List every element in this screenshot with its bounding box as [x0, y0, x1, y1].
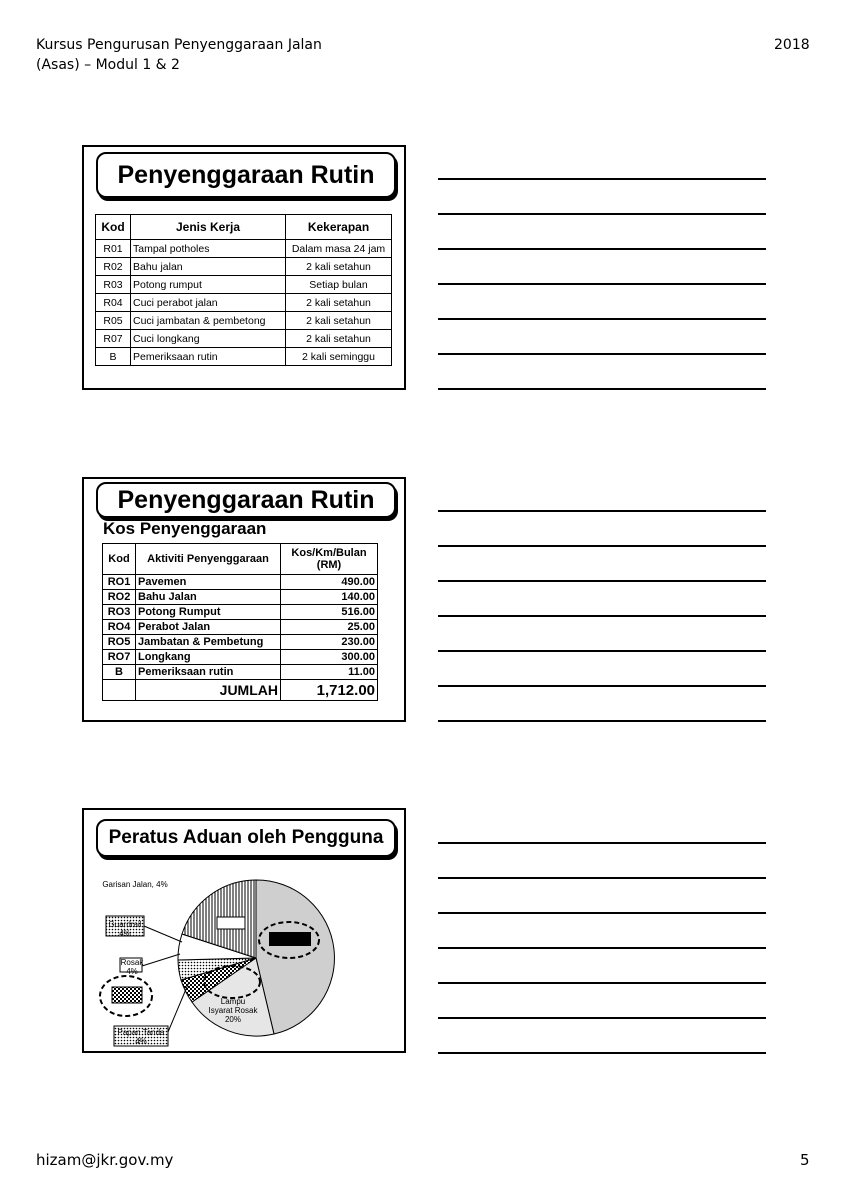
- course-title-line2: (Asas) – Modul 1 & 2: [36, 57, 180, 73]
- slide-routine-maintenance: [82, 145, 406, 390]
- total-label: JUMLAH: [136, 680, 281, 701]
- cell: RO3: [103, 605, 136, 620]
- cell: R05: [96, 312, 131, 330]
- label-papan-tanda: Papan Tanda 4%: [117, 1028, 165, 1046]
- slice-label-box: [217, 917, 245, 929]
- label-guardrail: Guardrail 4%: [108, 920, 142, 938]
- leader-line: [142, 954, 180, 966]
- table-row: [96, 312, 392, 330]
- total-value: 1,712.00: [281, 680, 378, 701]
- table-row: [96, 294, 392, 312]
- course-title-line1: Kursus Pengurusan Penyenggaraan Jalan: [36, 37, 322, 53]
- leader-line: [168, 982, 189, 1032]
- cell: 2 kali setahun: [286, 312, 392, 330]
- cell: Setiap bulan: [286, 276, 392, 294]
- cell: 11.00: [281, 665, 378, 680]
- work-frequency-table: [95, 214, 392, 366]
- cell: Potong Rumput: [136, 605, 281, 620]
- table-row: [103, 590, 378, 605]
- cell: 2 kali setahun: [286, 330, 392, 348]
- footer-email: hizam@jkr.gov.my: [36, 1151, 174, 1169]
- cell: 516.00: [281, 605, 378, 620]
- table-row: [96, 258, 392, 276]
- col-header: Kod: [103, 544, 136, 575]
- cell: Longkang: [136, 650, 281, 665]
- legend-swatch: [112, 987, 142, 1003]
- cell: R07: [96, 330, 131, 348]
- label-garisan-jalan: Garisan Jalan, 4%: [102, 880, 168, 889]
- table-row: [103, 605, 378, 620]
- cell: B: [96, 348, 131, 366]
- slide-title: Peratus Aduan oleh Pengguna: [96, 819, 396, 857]
- label-rosak: Rosak 4%: [120, 958, 144, 976]
- label-lampu-isyarat: Lampu Isyarat Rosak 20%: [208, 997, 258, 1024]
- cell: RO2: [103, 590, 136, 605]
- cell: Potong rumput: [131, 276, 286, 294]
- cell: Pemeriksaan rutin: [131, 348, 286, 366]
- cell: Cuci perabot jalan: [131, 294, 286, 312]
- cell: R04: [96, 294, 131, 312]
- table-row: [96, 330, 392, 348]
- col-header: Jenis Kerja: [131, 215, 286, 240]
- total-row: [103, 680, 378, 701]
- header-year: 2018: [774, 37, 810, 53]
- table-row: [103, 635, 378, 650]
- table-row: [96, 348, 392, 366]
- col-header: Aktiviti Penyenggaraan: [136, 544, 281, 575]
- cell: 2 kali setahun: [286, 294, 392, 312]
- cell: Dalam masa 24 jam: [286, 240, 392, 258]
- leader-line: [144, 926, 182, 942]
- col-header: Kekerapan: [286, 215, 392, 240]
- cell: Bahu jalan: [131, 258, 286, 276]
- cell: RO5: [103, 635, 136, 650]
- table-row: [103, 665, 378, 680]
- highlight-box: [269, 932, 311, 946]
- cell: Pavemen: [136, 575, 281, 590]
- cell: Pemeriksaan rutin: [136, 665, 281, 680]
- slide-title: Penyenggaraan Rutin: [96, 482, 396, 518]
- cell: R01: [96, 240, 131, 258]
- table-row: [96, 276, 392, 294]
- cell: 230.00: [281, 635, 378, 650]
- table-row: [103, 620, 378, 635]
- cell: 140.00: [281, 590, 378, 605]
- cell: Tampal potholes: [131, 240, 286, 258]
- slide-maintenance-cost: [82, 477, 406, 722]
- cell: R03: [96, 276, 131, 294]
- cell: 300.00: [281, 650, 378, 665]
- col-header: Kod: [96, 215, 131, 240]
- slide-subtitle: Kos Penyenggaraan: [103, 519, 267, 538]
- table-row: [103, 650, 378, 665]
- table-row: [103, 575, 378, 590]
- cell: 2 kali setahun: [286, 258, 392, 276]
- cell: Bahu Jalan: [136, 590, 281, 605]
- cell: B: [103, 665, 136, 680]
- maintenance-cost-table: [102, 543, 378, 701]
- page-number: 5: [800, 1151, 810, 1169]
- slide-complaints-pie: [82, 808, 406, 1053]
- table-row: [96, 240, 392, 258]
- cell: Jambatan & Pembetung: [136, 635, 281, 650]
- slide-title: Penyenggaraan Rutin: [96, 152, 396, 198]
- cell: Perabot Jalan: [136, 620, 281, 635]
- cell: Cuci jambatan & pembetong: [131, 312, 286, 330]
- cell: RO7: [103, 650, 136, 665]
- cell: RO1: [103, 575, 136, 590]
- cell: RO4: [103, 620, 136, 635]
- cell: R02: [96, 258, 131, 276]
- col-header: Kos/Km/Bulan (RM): [281, 544, 378, 575]
- cell: 2 kali seminggu: [286, 348, 392, 366]
- cell: 490.00: [281, 575, 378, 590]
- cell: Cuci longkang: [131, 330, 286, 348]
- cell: 25.00: [281, 620, 378, 635]
